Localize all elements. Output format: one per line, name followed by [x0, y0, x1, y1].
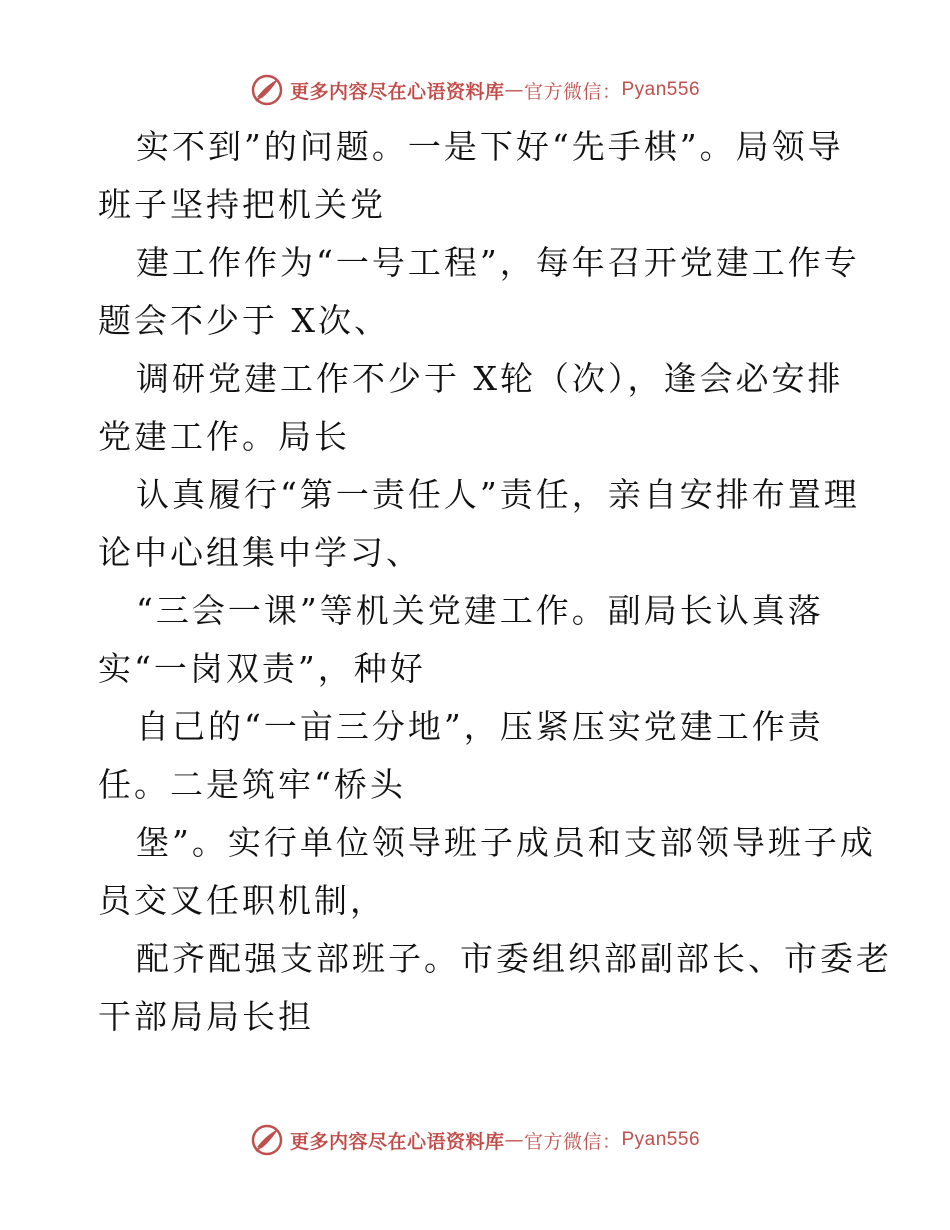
text-line: 党建工作。局长 — [98, 417, 350, 456]
document-body — [98, 118, 892, 1046]
text-line: 认真履行“第一责任人”责任，亲自安排布置理 — [136, 475, 860, 514]
watermark-text — [290, 77, 700, 104]
watermark-text — [290, 1127, 700, 1154]
text-line: 自己的“一亩三分地”，压紧压实党建工作责 — [136, 707, 824, 746]
watermark-separator: — — [504, 79, 524, 101]
header-watermark — [0, 70, 950, 110]
quill-logo-icon — [250, 73, 284, 107]
text-line: 员交叉任职机制， — [98, 881, 386, 920]
text-line: 调研党建工作不少于 X轮（次），逢会必安排 — [136, 359, 844, 398]
quill-logo-icon — [250, 1123, 284, 1157]
watermark-brand: 更多内容尽在心语资料库 — [289, 1130, 505, 1153]
text-line: 任。二是筑牢“桥头 — [98, 765, 406, 804]
text-line: 班子坚持把机关党 — [98, 185, 386, 224]
text-line: 堡”。实行单位领导班子成员和支部领导班子成 — [136, 823, 876, 862]
text-line: 建工作作为“一号工程”，每年召开党建工作专 — [136, 243, 860, 282]
watermark-official-label: 官方微信： — [523, 1130, 622, 1153]
watermark-wechat-id: Pyan556 — [621, 79, 701, 100]
watermark-brand: 更多内容尽在心语资料库 — [289, 80, 505, 103]
text-line: 实“一岗双责”，种好 — [98, 649, 426, 688]
text-line: 干部局局长担 — [98, 997, 314, 1036]
text-line: “三会一课”等机关党建工作。副局长认真落 — [136, 591, 824, 630]
watermark-separator: — — [504, 1129, 524, 1151]
text-line: 题会不少于 X次、 — [98, 301, 390, 340]
footer-watermark — [0, 1120, 950, 1160]
text-line: 实不到”的问题。一是下好“先手棋”。局领导 — [136, 127, 844, 166]
text-line: 配齐配强支部班子。市委组织部副部长、市委老 — [136, 939, 892, 978]
text-line: 论中心组集中学习、 — [98, 533, 422, 572]
watermark-wechat-id: Pyan556 — [621, 1129, 701, 1150]
watermark-official-label: 官方微信： — [523, 80, 622, 103]
